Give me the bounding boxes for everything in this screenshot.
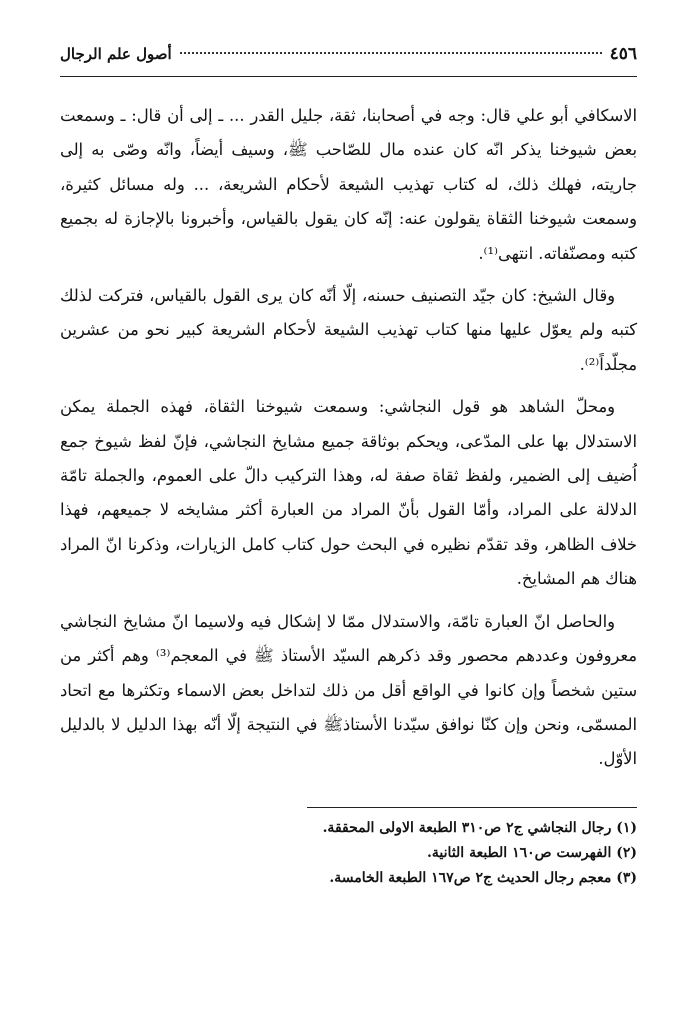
- footnote-separator: [307, 807, 637, 808]
- paragraph: والحاصل انّ العبارة تامّة، والاستدلال ممّا لا إشكال فيه ولاسيما انّ مشايخ النجاشي معروفون وعددهم محصور وقد ذكرهم السيّد الأستاذ ﷺ في المعجم⁽³⁾ وهم أكثر من ستين شخصاً وإن كانوا في الواقع أقل من ذلك لتداخل بعض الاسماء وتكثرها مع اتحاد المسمّى، ونحن وإن كنّا نوافق سيّدنا الأستاذﷺ في النتيجة إلّا أنّه بهذا الدليل لا بالدليل الأوّل.: [60, 611, 637, 769]
- book-title: أصول علم الرجال: [60, 45, 172, 63]
- paragraph: وقال الشيخ: كان جيّد التصنيف حسنه، إلّا أنّه كان يرى القول بالقياس، فتركت لذلك كتبه ولم يعوّل عليها منها كتاب تهذيب الشيعة لأحكام الشريعة كبير نحو من عشرين مجلّداً⁽²⁾.: [60, 286, 637, 374]
- footnote: (٣) معجم رجال الحديث ج٢ ص١٦٧ الطبعة الخامسة.: [329, 869, 637, 886]
- footnote: (١) رجال النجاشي ج٢ ص٣١٠ الطبعة الاولى المحققة.: [322, 819, 637, 836]
- paragraph: الاسكافي أبو علي قال: وجه في أصحابنا، ثقة، جليل القدر ... ـ إلى أن قال: ـ وسمعت بعض شيوخنا يذكر انّه كان عنده مال للصّاحب ﷺ، وسيف أيضاً، وانّه وصّى به إلى جاريته، فهلك ذلك، له كتاب تهذيب الشيعة لأحكام الشريعة، ... وله مسائل كثيرة، وسمعت شيوخنا الثقاة يقولون عنه: إنّه كان يقول بالقياس، وأخبرونا بالإجازة له بجميع كتبه ومصنّفاته. انتهى⁽¹⁾.: [60, 106, 637, 263]
- header-rule: [60, 76, 637, 77]
- running-header: [60, 44, 637, 70]
- paragraph: ومحلّ الشاهد هو قول النجاشي: وسمعت شيوخنا الثقاة، فهذه الجملة يمكن الاستدلال بها على المدّعى، ويحكم بوثاقة جميع مشايخ النجاشي، فإنّ لفظ شيوخ جمع اُضيف إلى الضمير، ولفظ ثقاة صفة له، وهذا التركيب دالّ على العموم، والجملة تامّة الدلالة على المراد، وأمّا القول بأنّ المراد من العبارة أكثر مشايخه لا جميعهم، فهذا خلاف الظاهر، وقد تقدّم نظيره في البحث حول كتاب كامل الزيارات، وذكرنا انّ المراد هناك هم المشايخ.: [60, 397, 637, 589]
- page-number: ٤٥٦: [609, 44, 637, 64]
- footnote: (٢) الفهرست ص١٦٠ الطبعة الثانية.: [427, 844, 637, 861]
- main-text: [60, 99, 637, 777]
- footnotes: [60, 816, 637, 891]
- header-dot-leader: [180, 52, 602, 54]
